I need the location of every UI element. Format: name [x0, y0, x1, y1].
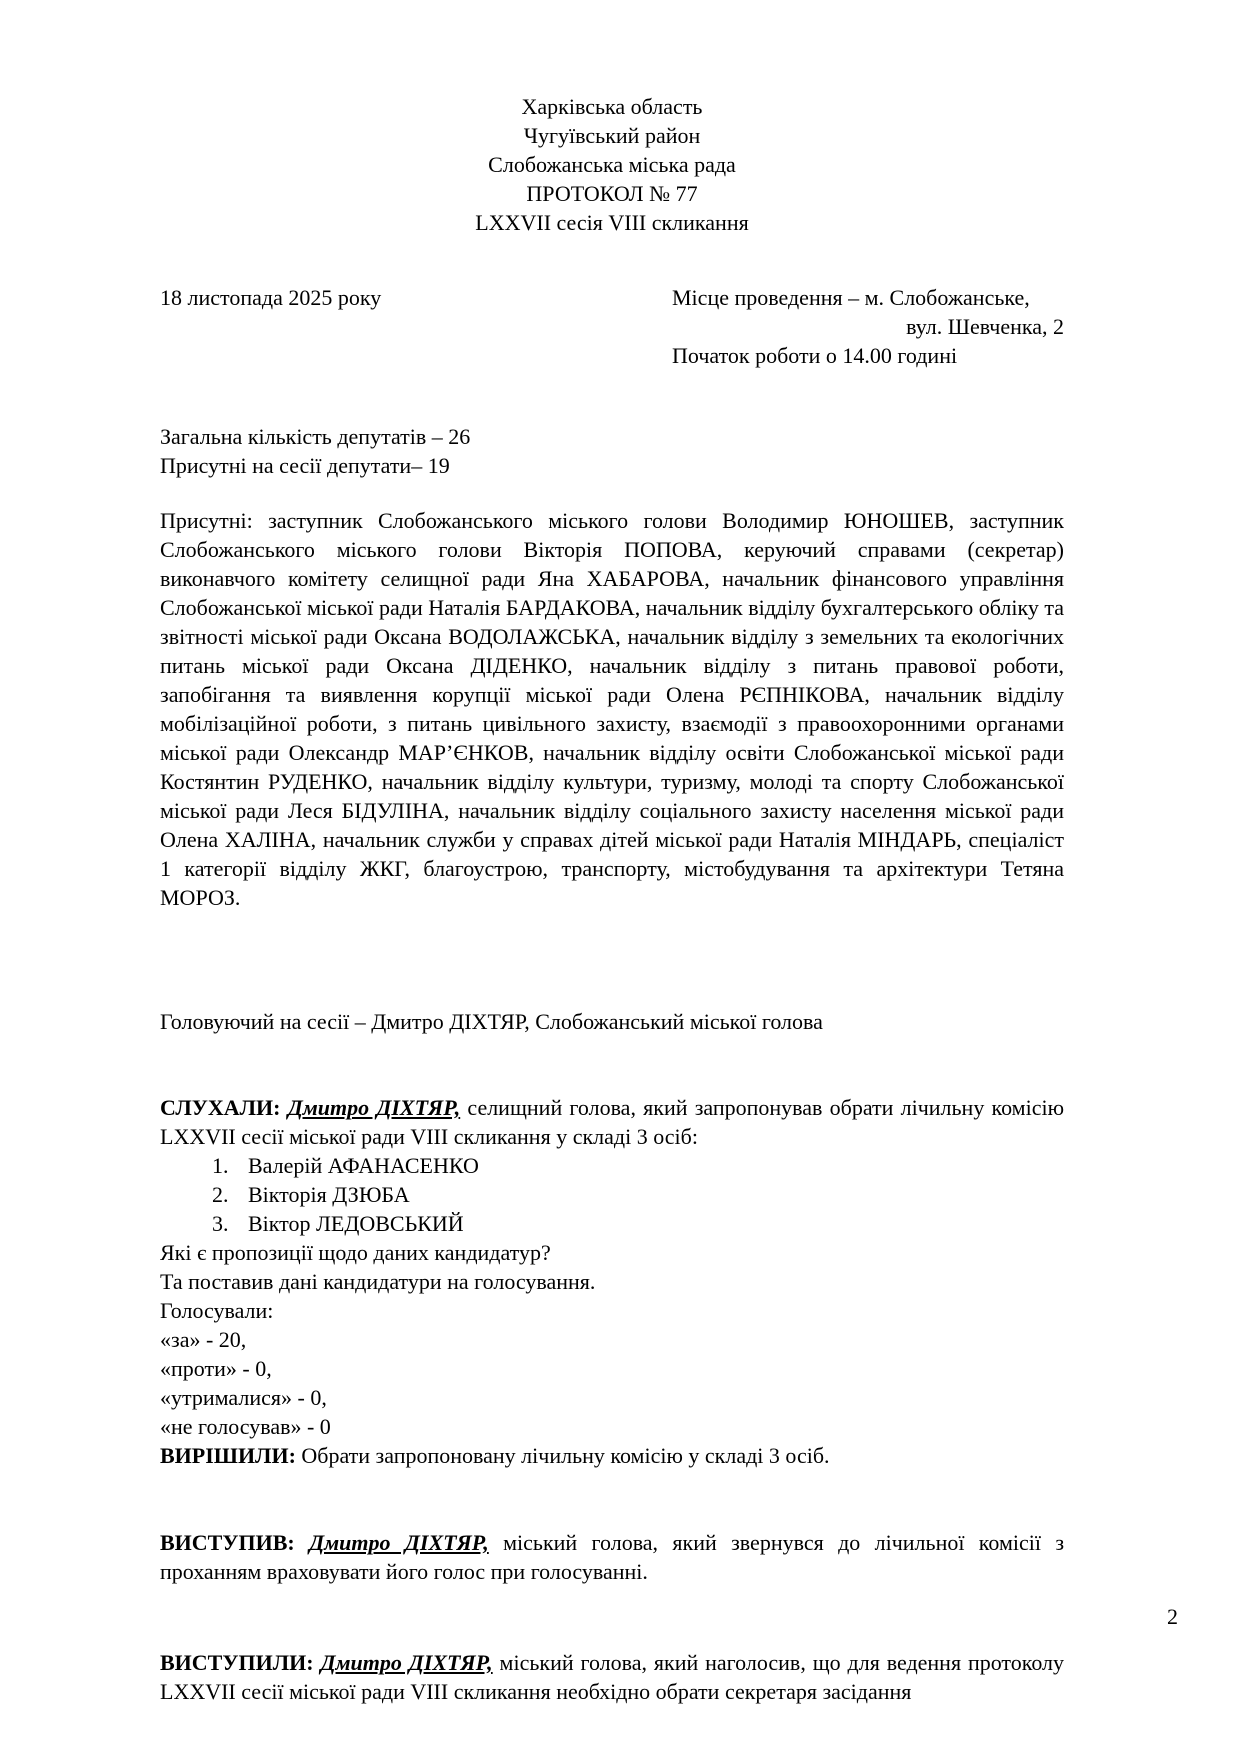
start-time: Початок роботи о 14.00 годині [672, 343, 958, 368]
candidate-name: Віктор ЛЕДОВСЬКИЙ [248, 1211, 464, 1236]
header-district: Чугуївський район [523, 123, 701, 148]
vystupyly-section [160, 1648, 1064, 1706]
vystupyv-text: міський голова, який звернувся до лічильної комісії з проханням враховувати його голос при голосуванні. [160, 1530, 1065, 1584]
deputies-present: Присутні на сесії депутати– 19 [160, 453, 450, 478]
header-session: LXXVII сесія VIII скликання [475, 210, 749, 235]
vystupyv-section [160, 1528, 1064, 1586]
attendance-block [160, 422, 1064, 480]
decision-text: Обрати запропоновану лічильну комісію у складі 3 осіб. [301, 1443, 830, 1468]
put-to-vote-line: Та поставив дані кандидатури на голосування. [160, 1269, 596, 1294]
candidate-name: Валерій АФАНАСЕНКО [248, 1153, 479, 1178]
vystupyly-speaker: Дмитро ДІХТЯР, [320, 1650, 493, 1675]
deputies-total: Загальна кількість депутатів – 26 [160, 424, 471, 449]
chairman-line: Головуючий на сесії – Дмитро ДІХТЯР, Слобожанський міської голова [160, 1009, 823, 1034]
candidate-number: 2. [212, 1182, 229, 1207]
decision-line [160, 1441, 1064, 1470]
candidate-name: Вікторія ДЗЮБА [248, 1182, 410, 1207]
location-line-2: вул. Шевченка, 2 [906, 314, 1064, 339]
page-number: 2 [1167, 1604, 1178, 1629]
decision-label: ВИРІШИЛИ: [160, 1443, 296, 1468]
vystupyly-label: ВИСТУПИЛИ: [160, 1650, 314, 1675]
candidate-number: 3. [212, 1211, 229, 1236]
vystupyv-label: ВИСТУПИВ: [160, 1530, 295, 1555]
sluhaly-label: СЛУХАЛИ: [160, 1095, 281, 1120]
proposals-question: Які є пропозиції щодо даних кандидатур? [160, 1240, 551, 1265]
voted-label: Голосували: [160, 1298, 274, 1323]
sluhaly-section [160, 1093, 1064, 1470]
candidate-list [160, 1151, 1064, 1238]
vote-result-abstained: «утрималися» - 0, [160, 1385, 327, 1410]
document-header [160, 92, 1064, 237]
candidate-number: 1. [212, 1153, 229, 1178]
header-protocol-number: ПРОТОКОЛ № 77 [526, 181, 698, 206]
list-item [212, 1151, 1064, 1180]
list-item [212, 1209, 1064, 1238]
header-council: Слобожанська міська рада [488, 152, 736, 177]
vote-result-not-voted: «не голосував» - 0 [160, 1414, 331, 1439]
header-region: Харківська область [521, 94, 703, 119]
sluhaly-paragraph [160, 1093, 1064, 1151]
location-line-1: Місце проведення – м. Слобожанське, [672, 285, 1030, 310]
vote-result-for: «за» - 20, [160, 1327, 247, 1352]
vystupyly-text: міський голова, який наголосив, що для ведення протоколу LXXVII сесії міської ради VIII скликання необхідно обрати секретаря засідання [160, 1650, 1065, 1704]
meta-location-block [672, 283, 1064, 370]
session-date: 18 листопада 2025 року [160, 285, 382, 310]
present-officials-text: Присутні: заступник Слобожанського міського голови Володимир ЮНОШЕВ, заступник Слобожанського міського голови Вікторія ПОПОВА, керуючий справами (секретар) виконавчого комітету селищної ради Яна ХАБАРОВА, начальник фінансового управління Слобожанської міської ради Наталія БАРДАКОВА, начальник відділу бухгалтерського обліку та звітності міської ради Оксана ВОДОЛАЖСЬКА, начальник відділу з земельних та екологічних питань міської ради Оксана ДІДЕНКО, начальник відділу з питань правової роботи, запобігання та виявлення корупції міської ради Олена РЄПНІКОВА, начальник відділу мобілізаційної роботи, з питань цивільного захисту, взаємодії з правоохоронними органами міської ради Олександр МАР’ЄНКОВ, начальник відділу освіти Слобожанської міської ради Костянтин РУДЕНКО, начальник відділу культури, туризму, молоді та спорту Слобожанської міської ради Леся БІДУЛІНА, начальник відділу соціального захисту населення міської ради Олена ХАЛІНА, начальник служби у справах дітей міської ради Наталія МІНДАРЬ, спеціаліст 1 категорії відділу ЖКГ, благоустрою, транспорту, містобудування та архітектури Тетяна МОРОЗ. [160, 508, 1064, 910]
sluhaly-text: селищний голова, який запропонував обрати лічильну комісію LXXVII сесії міської ради VIII скликання у складі 3 осіб: [160, 1095, 1065, 1149]
sluhaly-speaker: Дмитро ДІХТЯР, [287, 1095, 461, 1120]
vote-result-against: «проти» - 0, [160, 1356, 272, 1381]
list-item [212, 1180, 1064, 1209]
meta-row [160, 283, 1064, 370]
present-officials-paragraph [160, 506, 1064, 912]
vystupyv-speaker: Дмитро ДІХТЯР, [309, 1530, 489, 1555]
